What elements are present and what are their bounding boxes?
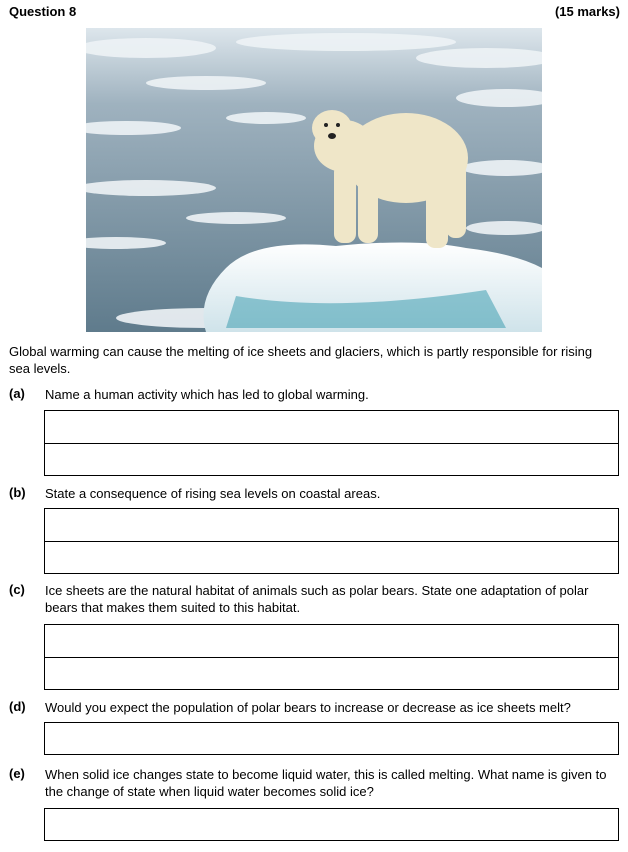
intro-text: Global warming can cause the melting of ice sheets and glaciers, which is partly responsible for rising sea levels. (9, 344, 593, 376)
question-title: Question 8 (9, 4, 77, 19)
polar-bear-photo (86, 28, 542, 332)
part-c-label: (c) (9, 582, 25, 597)
part-a-question: Name a human activity which has led to global warming. (45, 387, 369, 402)
answer-box-e[interactable] (44, 808, 619, 841)
part-e-question: When solid ice changes state to become liquid water, this is called melting. What name is given to the change of state when liquid water becomes solid ice? (45, 767, 607, 799)
marks-label: (15 marks) (554, 4, 620, 19)
answer-box-c[interactable] (44, 624, 619, 690)
answer-box-d[interactable] (44, 722, 619, 755)
part-b-question: State a consequence of rising sea levels on coastal areas. (45, 486, 381, 501)
answer-line (45, 541, 618, 542)
answer-line (45, 657, 618, 658)
part-d-question: Would you expect the population of polar bears to increase or decrease as ice sheets melt? (45, 700, 571, 715)
part-b-label: (b) (9, 485, 26, 500)
part-e-label: (e) (9, 766, 25, 781)
answer-line (45, 443, 618, 444)
answer-box-a[interactable] (44, 410, 619, 476)
part-a-label: (a) (9, 386, 25, 401)
part-d-label: (d) (9, 699, 26, 714)
answer-box-b[interactable] (44, 508, 619, 574)
part-c-question: Ice sheets are the natural habitat of animals such as polar bears. State one adaptation of polar bears that makes them suited to this habitat. (45, 583, 589, 615)
